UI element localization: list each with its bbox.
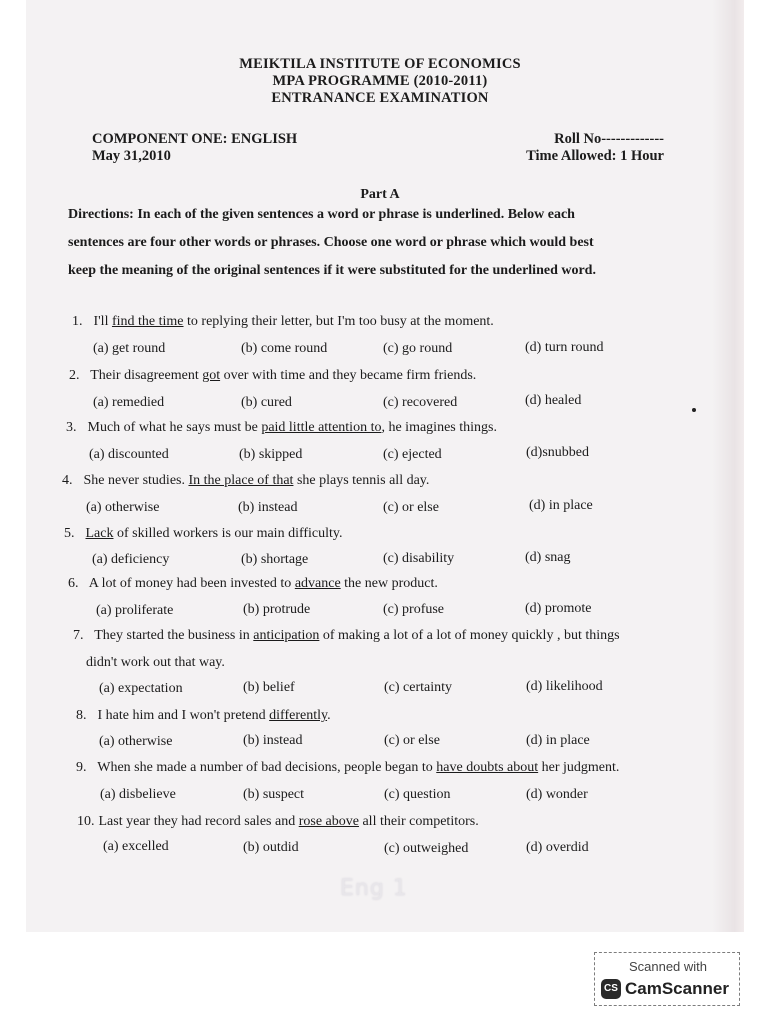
option-b: (b) instead bbox=[243, 733, 303, 748]
option-c: (c) ejected bbox=[383, 447, 442, 462]
directions-line: keep the meaning of the original sentences if it were substituted for the underlined word. bbox=[68, 263, 596, 278]
question-text: . bbox=[327, 708, 331, 723]
option-a: (a) proliferate bbox=[96, 603, 174, 618]
question-text: I hate him and I won't pretend bbox=[97, 708, 270, 723]
underlined-phrase: Lack bbox=[85, 526, 114, 541]
option-d: (d) in place bbox=[529, 498, 593, 513]
underlined-phrase: In the place of that bbox=[188, 473, 294, 488]
option-a: (a) excelled bbox=[103, 839, 169, 854]
question-text: , he imagines things. bbox=[381, 420, 497, 435]
question-5 bbox=[64, 525, 343, 543]
question-text: When she made a number of bad decisions, people began to bbox=[97, 760, 437, 775]
question-text: of making a lot of a lot of money quickly , but things bbox=[319, 628, 620, 643]
option-b: (b) instead bbox=[238, 500, 298, 515]
exam-date: May 31,2010 bbox=[92, 148, 171, 164]
underlined-phrase: have doubts about bbox=[436, 760, 539, 775]
option-a: (a) expectation bbox=[99, 681, 183, 696]
option-d: (d)snubbed bbox=[526, 445, 589, 460]
option-d: (d) in place bbox=[526, 733, 590, 748]
question-text: all their competitors. bbox=[358, 814, 479, 829]
paper-edge-shadow bbox=[712, 0, 744, 932]
question-text: her judgment. bbox=[538, 760, 620, 775]
question-text: A lot of money had been invested to bbox=[88, 576, 295, 591]
ink-dot bbox=[692, 408, 696, 412]
time-allowed: Time Allowed: 1 Hour bbox=[526, 148, 664, 164]
directions-line: sentences are four other words or phrases. Choose one word or phrase which would best bbox=[68, 235, 594, 250]
underlined-phrase: find the time bbox=[111, 314, 184, 329]
question-text: Last year they had record sales and bbox=[98, 814, 299, 829]
question-4 bbox=[62, 472, 429, 490]
underlined-phrase: got bbox=[202, 368, 221, 383]
option-a: (a) otherwise bbox=[86, 500, 160, 515]
option-a: (a) discounted bbox=[89, 447, 169, 462]
option-a: (a) otherwise bbox=[99, 734, 173, 749]
question-text: over with time and they became firm friends. bbox=[220, 368, 477, 383]
question-text: of skilled workers is our main difficulty. bbox=[113, 526, 343, 541]
directions bbox=[68, 201, 688, 285]
question-10 bbox=[77, 813, 479, 831]
option-a: (a) disbelieve bbox=[100, 787, 176, 802]
exam-title: ENTRANANCE EXAMINATION bbox=[271, 90, 489, 106]
option-c: (c) outweighed bbox=[384, 841, 469, 856]
scanned-with-label: Scanned with bbox=[628, 959, 708, 974]
question-text: I'll bbox=[93, 314, 112, 329]
option-b: (b) skipped bbox=[239, 447, 303, 462]
roll-number: Roll No------------- bbox=[554, 131, 664, 147]
question-number: 10. bbox=[77, 814, 95, 829]
question-8 bbox=[76, 707, 331, 725]
option-d: (d) likelihood bbox=[526, 679, 603, 694]
camscanner-logo-icon: CS bbox=[601, 979, 621, 999]
meta-right bbox=[526, 131, 664, 165]
underlined-phrase: differently bbox=[269, 708, 328, 723]
question-number: 3. bbox=[66, 420, 77, 435]
option-c: (c) or else bbox=[383, 500, 439, 515]
option-c: (c) disability bbox=[383, 551, 455, 566]
option-a: (a) deficiency bbox=[92, 552, 170, 567]
question-text: Much of what he says must be bbox=[87, 420, 262, 435]
option-c: (c) or else bbox=[384, 733, 440, 748]
question-number: 1. bbox=[72, 314, 83, 329]
underlined-phrase: rose above bbox=[298, 814, 359, 829]
question-1 bbox=[72, 313, 494, 331]
option-d: (d) snag bbox=[525, 550, 571, 565]
question-6 bbox=[68, 575, 438, 593]
part-title: Part A bbox=[360, 187, 400, 202]
underlined-phrase: anticipation bbox=[253, 628, 320, 643]
option-d: (d) overdid bbox=[526, 840, 589, 855]
option-d: (d) promote bbox=[525, 601, 592, 616]
exam-header bbox=[0, 56, 760, 107]
option-c: (c) profuse bbox=[383, 602, 445, 617]
option-b: (b) suspect bbox=[243, 787, 305, 802]
question-text: to replying their letter, but I'm too busy at the moment. bbox=[183, 314, 494, 329]
option-c: (c) question bbox=[384, 787, 451, 802]
question-7-continued: didn't work out that way. bbox=[86, 655, 225, 670]
option-b: (b) outdid bbox=[243, 840, 299, 855]
option-b: (b) come round bbox=[241, 341, 328, 356]
question-number: 8. bbox=[76, 708, 87, 723]
underlined-phrase: paid little attention to bbox=[261, 420, 382, 435]
programme-name: MPA PROGRAMME (2010-2011) bbox=[272, 73, 488, 89]
question-7 bbox=[73, 627, 620, 645]
option-d: (d) healed bbox=[525, 393, 582, 408]
option-b: (b) cured bbox=[241, 395, 292, 410]
question-2 bbox=[69, 367, 476, 385]
camscanner-watermark bbox=[594, 952, 740, 1006]
question-text: She never studies. bbox=[83, 473, 189, 488]
page-mark: Eng 1 bbox=[340, 876, 408, 901]
question-3 bbox=[66, 419, 497, 437]
camscanner-brand: CamScanner bbox=[625, 979, 729, 998]
question-text: They started the business in bbox=[94, 628, 254, 643]
option-a: (a) remedied bbox=[93, 395, 165, 410]
question-number: 9. bbox=[76, 760, 87, 775]
option-d: (d) turn round bbox=[525, 340, 604, 355]
question-number: 2. bbox=[69, 368, 80, 383]
question-text: the new product. bbox=[340, 576, 438, 591]
option-b: (b) shortage bbox=[241, 552, 309, 567]
question-number: 5. bbox=[64, 526, 75, 541]
question-number: 4. bbox=[62, 473, 73, 488]
option-d: (d) wonder bbox=[526, 787, 588, 802]
question-number: 6. bbox=[68, 576, 79, 591]
directions-line: Directions: In each of the given sentences a word or phrase is underlined. Below each bbox=[68, 207, 575, 222]
option-b: (b) protrude bbox=[243, 602, 311, 617]
option-c: (c) certainty bbox=[384, 680, 453, 695]
component-label: COMPONENT ONE: ENGLISH bbox=[92, 131, 298, 147]
option-b: (b) belief bbox=[243, 680, 295, 695]
question-text: she plays tennis all day. bbox=[293, 473, 430, 488]
question-9 bbox=[76, 759, 619, 777]
option-c: (c) recovered bbox=[383, 395, 458, 410]
institute-name: MEIKTILA INSTITUTE OF ECONOMICS bbox=[239, 56, 521, 72]
underlined-phrase: advance bbox=[294, 576, 341, 591]
meta-left bbox=[92, 131, 297, 165]
question-number: 7. bbox=[73, 628, 84, 643]
option-c: (c) go round bbox=[383, 341, 453, 356]
option-a: (a) get round bbox=[93, 341, 166, 356]
question-text: Their disagreement bbox=[90, 368, 203, 383]
